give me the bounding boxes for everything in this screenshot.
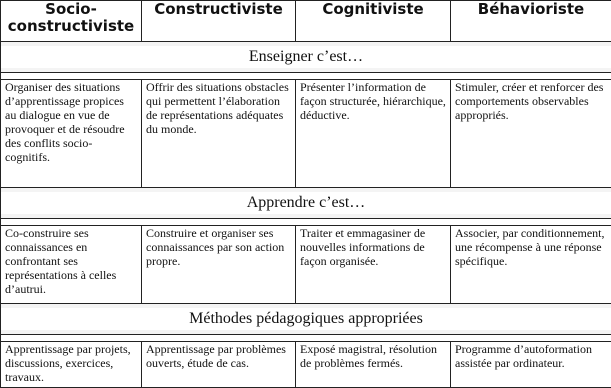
section-row-apprendre [1, 188, 611, 219]
spacer-row [1, 335, 611, 342]
cell-apprendre-behavioriste: Associer, par conditionnement, une récompense à une réponse spécifique. [451, 226, 611, 304]
header-behavioriste: Béhavioriste [451, 1, 611, 42]
cell-methodes-socio: Apprentissage par projets, discussions, exercices, travaux. [1, 342, 142, 388]
spacer [1, 73, 611, 80]
cell-enseigner-cognitiviste: Présenter l’information de façon structurée, hiérarchique, déductive. [296, 80, 451, 188]
cell-enseigner-behavioriste: Stimuler, créer et renforcer des comportements observables appropriés. [451, 80, 611, 188]
header-constructiviste: Constructiviste [142, 1, 296, 42]
header-socio-constructiviste: Socio- constructiviste [1, 1, 142, 42]
header-row [1, 1, 611, 42]
section-row-methodes [1, 304, 611, 335]
cell-apprendre-cognitiviste: Traiter et emmagasiner de nouvelles informations de façon organisée. [296, 226, 451, 304]
cell-apprendre-socio: Co-construire ses connaissances en confrontant ses représentations à celles d’autrui. [1, 226, 142, 304]
spacer [1, 219, 611, 226]
spacer [1, 335, 611, 342]
cell-methodes-cognitiviste: Exposé magistral, résolution de problèmes fermés. [296, 342, 451, 388]
section-title-methodes: Méthodes pédagogiques appropriées [1, 304, 611, 335]
cell-apprendre-constructiviste: Construire et organiser ses connaissances par son action propre. [142, 226, 296, 304]
section-title-apprendre: Apprendre c’est… [1, 188, 611, 219]
spacer-row [1, 219, 611, 226]
content-row-apprendre [1, 226, 611, 304]
spacer-row [1, 73, 611, 80]
cell-enseigner-constructiviste: Offrir des situations obstacles qui permettent l’élaboration de représentations adéquates du monde. [142, 80, 296, 188]
content-row-methodes [1, 342, 611, 388]
section-row-enseigner [1, 42, 611, 73]
cell-methodes-constructiviste: Apprentissage par problèmes ouverts, étude de cas. [142, 342, 296, 388]
header-cognitiviste: Cognitiviste [296, 1, 451, 42]
section-title-enseigner: Enseigner c’est… [1, 42, 611, 73]
cell-methodes-behavioriste: Programme d’autoformation assistée par ordinateur. [451, 342, 611, 388]
content-row-enseigner [1, 80, 611, 188]
cell-enseigner-socio: Organiser des situations d’apprentissage propices au dialogue en vue de provoquer et de résoudre des conflits socio-cognitifs. [1, 80, 142, 188]
